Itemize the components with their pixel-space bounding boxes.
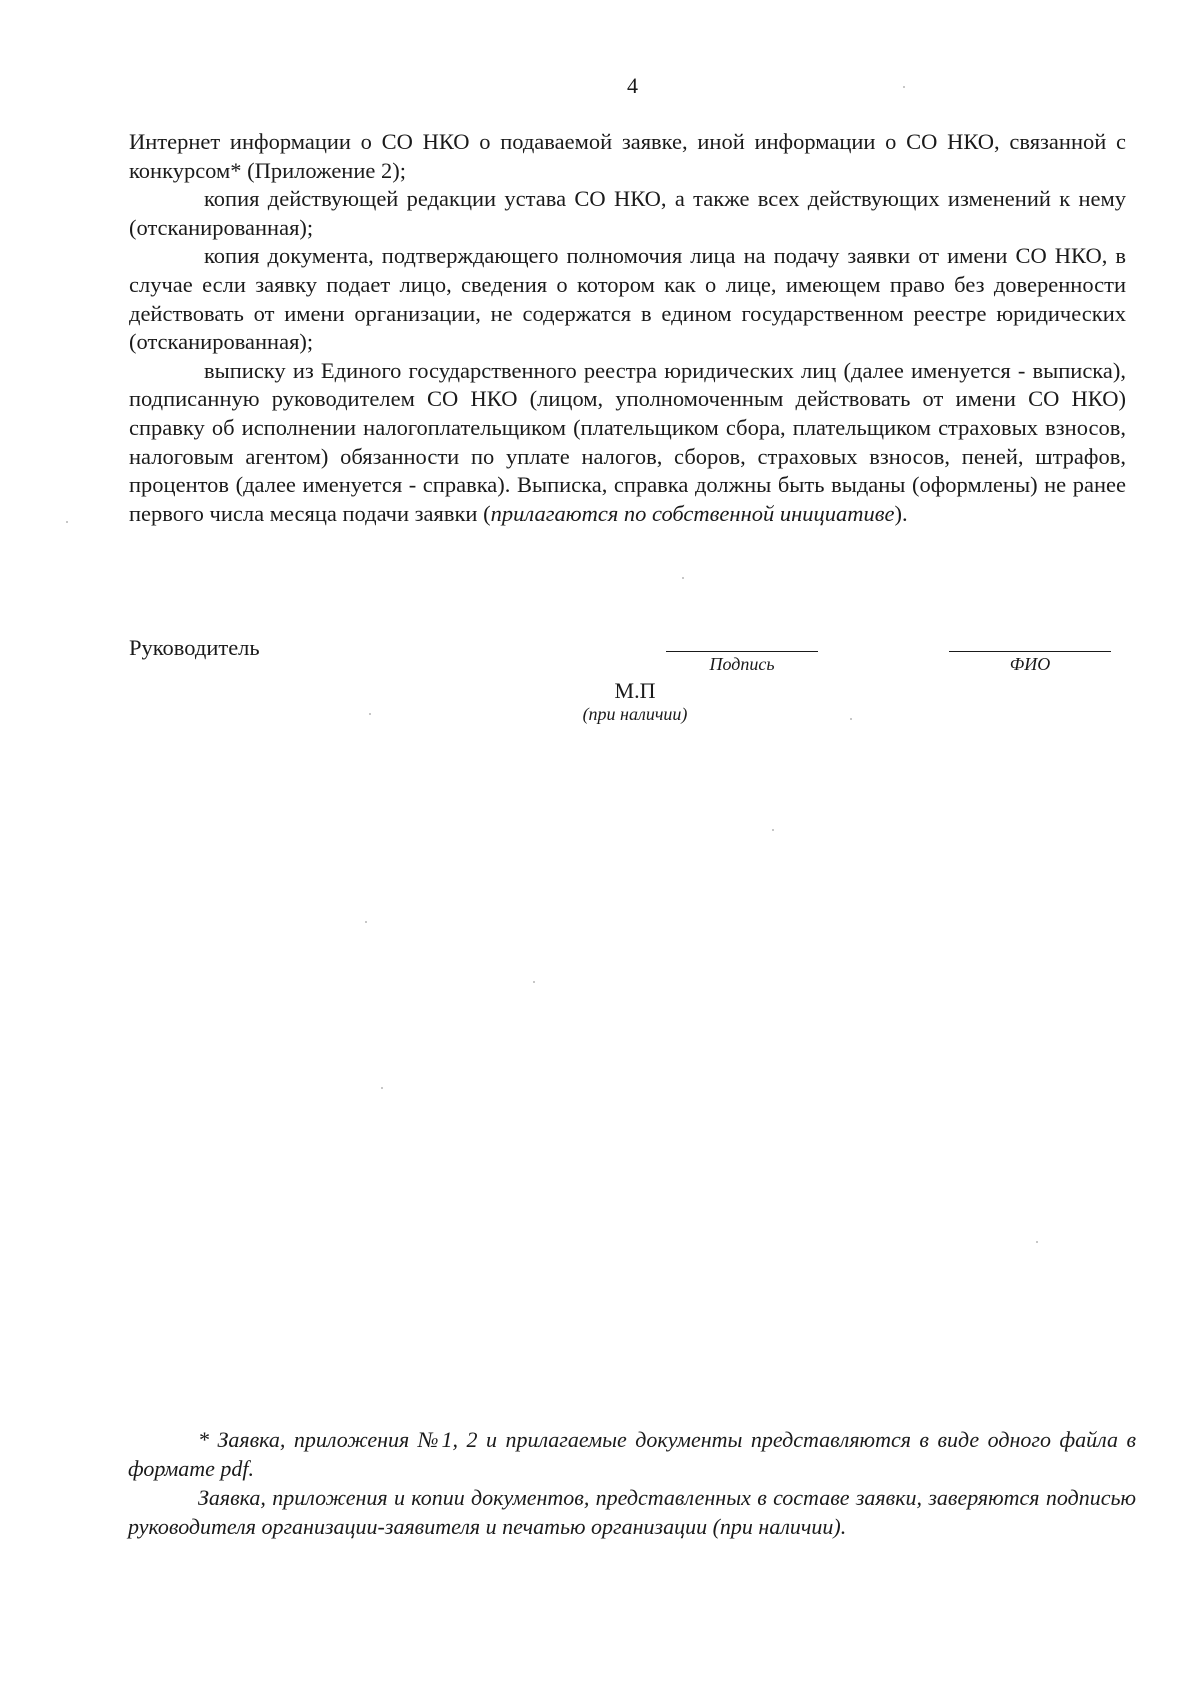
name-caption: ФИО	[1009, 654, 1051, 674]
signature-caption: Подпись	[709, 654, 775, 674]
name-line	[949, 651, 1111, 652]
signature-line	[666, 651, 818, 652]
scan-speck	[850, 718, 852, 720]
stamp-label: М.П	[614, 678, 656, 703]
footnote-certification: Заявка, приложения и копии документов, представленных в составе заявки, заверяются подписью руководителя организации-заявителя и печатью организации (при наличии).	[128, 1485, 1136, 1539]
paragraph-internet-info: Интернет информации о СО НКО о подаваемой заявке, иной информации о СО НКО, связанной с конкурсом* (Приложение 2);	[129, 129, 1126, 183]
scan-speck	[533, 981, 535, 983]
scan-speck	[365, 921, 367, 923]
scan-speck	[369, 713, 371, 715]
footnote-format: * Заявка, приложения №1, 2 и прилагаемые документы представляются в виде одного файла в формате pdf.	[128, 1427, 1136, 1481]
scan-speck	[381, 1087, 383, 1089]
registry-extract-close: ).	[894, 500, 908, 526]
scan-speck	[1036, 1241, 1038, 1243]
scan-speck	[682, 577, 684, 579]
own-initiative-note: прилагаются по собственной инициативе	[490, 500, 895, 526]
registry-extract-open: (	[477, 500, 491, 526]
stamp-note: (при наличии)	[582, 704, 688, 724]
registry-extract-text: выписку из Единого государственного реестра юридических лиц (далее именуется - выписка), подписанную руководителем СО НКО (лицом, уполномоченным действовать от имени СО НКО) справку об исполнении налогоплательщиком (плательщиком сбора, плательщиком страховых взносов, налоговым агентом) обязанности по уплате налогов, сборов, страховых взносов, пеней, штрафов, процентов (далее именуется - справка). Выписка, справка должны быть выданы (оформлены) не ранее первого числа месяца подачи заявки	[129, 357, 1126, 526]
scan-speck	[903, 86, 905, 88]
scan-speck	[66, 521, 68, 523]
paragraph-charter-copy: копия действующей редакции устава СО НКО, а также всех действующих изменений к нему (отсканированная);	[129, 186, 1126, 240]
signatory-role: Руководитель	[129, 635, 260, 660]
paragraph-authority-document: копия документа, подтверждающего полномочия лица на подачу заявки от имени СО НКО, в случае если заявку подает лицо, сведения о котором как о лице, имеющем право без доверенности действовать от имени организации, не содержатся в едином государственном реестре юридических (отсканированная);	[129, 243, 1126, 355]
paragraph-registry-extract	[129, 357, 1126, 529]
scan-speck	[772, 829, 774, 831]
document-body	[129, 128, 1126, 528]
stamp-block	[520, 678, 750, 725]
footnote	[128, 1425, 1136, 1541]
page-number: 4	[627, 73, 638, 98]
